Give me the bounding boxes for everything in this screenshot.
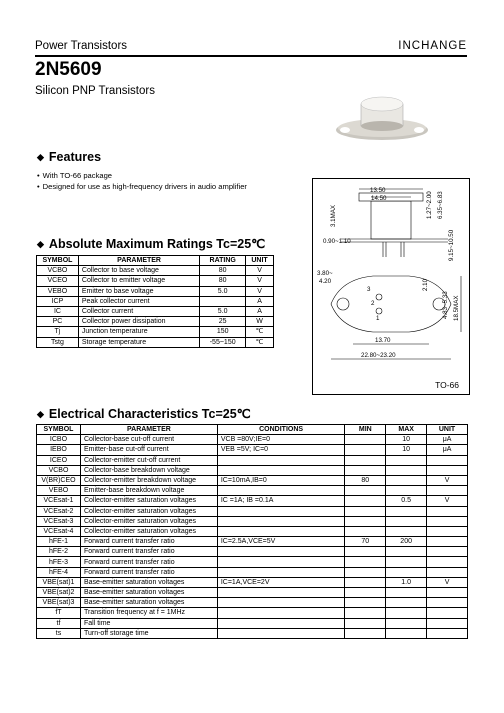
- table-cell: [345, 557, 386, 567]
- diamond-bullet-icon: ◆: [37, 239, 44, 249]
- table-cell: VBE(sat)3: [37, 598, 81, 608]
- table-cell: 200: [386, 537, 427, 547]
- table-row: [37, 628, 468, 638]
- table-cell: [217, 465, 345, 475]
- table-row: [37, 317, 274, 327]
- table-cell: tf: [37, 618, 81, 628]
- table-cell: [345, 608, 386, 618]
- table-cell: Tstg: [37, 337, 79, 347]
- table-cell: [345, 567, 386, 577]
- table-cell: [427, 465, 468, 475]
- table-cell: V: [246, 286, 274, 296]
- table-cell: V(BR)CEO: [37, 475, 81, 485]
- table-cell: Collector-emitter breakdown voltage: [80, 475, 217, 485]
- table-cell: [345, 547, 386, 557]
- table-cell: VEB =5V; IC=0: [217, 445, 345, 455]
- table-cell: V: [427, 577, 468, 587]
- table-cell: Turn-off storage time: [80, 628, 217, 638]
- table-cell: [345, 506, 386, 516]
- table-cell: [217, 618, 345, 628]
- table-cell: [427, 537, 468, 547]
- table-cell: VCEsat-2: [37, 506, 81, 516]
- table-cell: IC: [37, 306, 79, 316]
- table-cell: hFE-2: [37, 547, 81, 557]
- table-row: [37, 266, 274, 276]
- table-cell: [217, 516, 345, 526]
- table-cell: [345, 455, 386, 465]
- table-cell: Collector-emitter saturation voltages: [80, 506, 217, 516]
- column-header: CONDITIONS: [217, 425, 345, 435]
- list-item: • With TO-66 package: [37, 170, 247, 181]
- dim-1-27-2-00: 1.27~2.00: [426, 191, 433, 219]
- table-cell: [427, 547, 468, 557]
- abs-max-heading: [37, 236, 265, 251]
- table-cell: [345, 598, 386, 608]
- table-cell: VCEsat-4: [37, 526, 81, 536]
- table-cell: μA: [427, 435, 468, 445]
- table-cell: Collector-base breakdown voltage: [80, 465, 217, 475]
- table-cell: [427, 455, 468, 465]
- table-cell: [345, 445, 386, 455]
- table-cell: V: [246, 266, 274, 276]
- header-divider: [35, 55, 467, 57]
- table-cell: [427, 486, 468, 496]
- table-cell: V: [427, 496, 468, 506]
- table-cell: 5.0: [200, 306, 246, 316]
- package-body: [371, 201, 411, 239]
- table-cell: [217, 608, 345, 618]
- column-header: RATING: [200, 256, 246, 266]
- table-cell: VCBO: [37, 266, 79, 276]
- table-cell: [345, 516, 386, 526]
- table-cell: [217, 547, 345, 557]
- table-cell: Emitter to base voltage: [78, 286, 199, 296]
- dim-4-83-5-33: 4.83~5.33: [442, 291, 449, 319]
- table-cell: 70: [345, 537, 386, 547]
- table-cell: Base-emitter saturation voltages: [80, 588, 217, 598]
- table-cell: PC: [37, 317, 79, 327]
- table-cell: Storage temperature: [78, 337, 199, 347]
- table-cell: [345, 496, 386, 506]
- table-row: [37, 486, 468, 496]
- table-cell: [217, 628, 345, 638]
- table-row: [37, 276, 274, 286]
- table-cell: [386, 506, 427, 516]
- table-row: [37, 618, 468, 628]
- table-cell: [217, 598, 345, 608]
- table-cell: [386, 618, 427, 628]
- table-cell: VEBO: [37, 286, 79, 296]
- table-cell: [427, 567, 468, 577]
- table-cell: [386, 475, 427, 485]
- table-cell: VEBO: [37, 486, 81, 496]
- list-item: • Designed for use as high-frequency drivers in audio amplifier: [37, 181, 247, 192]
- header-category: Power Transistors: [35, 40, 128, 52]
- column-header: PARAMETER: [78, 256, 199, 266]
- elec-title: Electrical Characteristics Tc=25℃: [48, 407, 251, 421]
- table-cell: [200, 296, 246, 306]
- table-row: [37, 577, 468, 587]
- table-cell: IC =1A; IB =0.1A: [217, 496, 345, 506]
- table-cell: 0.5: [386, 496, 427, 506]
- table-cell: [427, 628, 468, 638]
- elec-table: [36, 424, 468, 639]
- table-row: [37, 567, 468, 577]
- table-cell: [217, 486, 345, 496]
- abs-max-title: Absolute Maximum Ratings Tc=25℃: [48, 237, 266, 251]
- table-cell: [386, 547, 427, 557]
- column-header: MAX: [386, 425, 427, 435]
- table-cell: -55~150: [200, 337, 246, 347]
- dim-4-20: 4.20: [319, 278, 332, 285]
- table-cell: ICEO: [37, 455, 81, 465]
- table-cell: [345, 577, 386, 587]
- table-cell: Forward current transfer ratio: [80, 557, 217, 567]
- table-cell: [217, 588, 345, 598]
- dim-9-15-10-50: 9.15~10.50: [448, 229, 455, 261]
- table-row: [37, 547, 468, 557]
- table-cell: hFE-4: [37, 567, 81, 577]
- table-cell: Collector-base cut-off current: [80, 435, 217, 445]
- table-cell: [217, 455, 345, 465]
- table-cell: [386, 526, 427, 536]
- table-row: [37, 475, 468, 485]
- table-cell: Collector-emitter cut-off current: [80, 455, 217, 465]
- table-cell: [427, 618, 468, 628]
- table-row: [37, 557, 468, 567]
- table-cell: [386, 455, 427, 465]
- table-cell: 150: [200, 327, 246, 337]
- table-cell: hFE-1: [37, 537, 81, 547]
- table-cell: [427, 598, 468, 608]
- table-cell: W: [246, 317, 274, 327]
- dim-3-80: 3.80~: [317, 270, 333, 277]
- table-cell: fT: [37, 608, 81, 618]
- table-cell: Tj: [37, 327, 79, 337]
- table-row: [37, 496, 468, 506]
- table-row: [37, 327, 274, 337]
- table-cell: ℃: [246, 327, 274, 337]
- header-brand: INCHANGE: [398, 40, 467, 52]
- table-cell: Collector-emitter saturation voltages: [80, 526, 217, 536]
- table-cell: VCEO: [37, 276, 79, 286]
- table-row: [37, 537, 468, 547]
- table-cell: μA: [427, 445, 468, 455]
- dim-6-35-6-83: 6.35~6.83: [437, 191, 444, 219]
- table-header-row: [37, 425, 468, 435]
- diamond-bullet-icon: ◆: [37, 409, 44, 419]
- features-heading: [37, 150, 101, 164]
- table-cell: [427, 506, 468, 516]
- table-cell: 10: [386, 445, 427, 455]
- table-cell: ICP: [37, 296, 79, 306]
- table-cell: [386, 628, 427, 638]
- table-cell: VCBO: [37, 465, 81, 475]
- table-cell: hFE-3: [37, 557, 81, 567]
- table-cell: [386, 598, 427, 608]
- table-cell: Emitter-base breakdown voltage: [80, 486, 217, 496]
- table-cell: Collector to emitter voltage: [78, 276, 199, 286]
- table-row: [37, 337, 274, 347]
- pin-1-label: 1: [376, 315, 380, 322]
- table-row: [37, 455, 468, 465]
- table-row: [37, 435, 468, 445]
- table-cell: IC=2.5A,VCE=5V: [217, 537, 345, 547]
- table-row: [37, 296, 274, 306]
- table-row: [37, 598, 468, 608]
- table-cell: Base-emitter saturation voltages: [80, 577, 217, 587]
- pin-2-label: 2: [371, 300, 375, 307]
- dim-14-50: 14.50: [371, 195, 387, 202]
- table-cell: [345, 526, 386, 536]
- table-cell: 25: [200, 317, 246, 327]
- table-cell: [386, 608, 427, 618]
- column-header: SYMBOL: [37, 425, 81, 435]
- dim-13-70: 13.70: [375, 337, 391, 344]
- column-header: UNIT: [427, 425, 468, 435]
- table-cell: A: [246, 296, 274, 306]
- table-cell: ts: [37, 628, 81, 638]
- transistor-photo: [335, 90, 430, 145]
- table-cell: ICBO: [37, 435, 81, 445]
- table-cell: Forward current transfer ratio: [80, 547, 217, 557]
- table-row: [37, 516, 468, 526]
- table-cell: Forward current transfer ratio: [80, 537, 217, 547]
- table-cell: Junction temperature: [78, 327, 199, 337]
- table-cell: [386, 486, 427, 496]
- table-cell: [217, 506, 345, 516]
- table-cell: [345, 486, 386, 496]
- table-cell: [345, 618, 386, 628]
- table-cell: VBE(sat)1: [37, 577, 81, 587]
- part-subtitle: Silicon PNP Transistors: [35, 85, 155, 97]
- dim-0-90-1-10: 0.90~1.10: [323, 238, 351, 245]
- diamond-bullet-icon: ◆: [37, 152, 44, 162]
- table-cell: VCEsat-1: [37, 496, 81, 506]
- table-cell: IEBO: [37, 445, 81, 455]
- table-cell: IC=1A,VCE=2V: [217, 577, 345, 587]
- table-cell: [386, 588, 427, 598]
- table-cell: [427, 526, 468, 536]
- table-row: [37, 608, 468, 618]
- table-cell: A: [246, 306, 274, 316]
- table-cell: VBE(sat)2: [37, 588, 81, 598]
- table-cell: 80: [200, 266, 246, 276]
- table-cell: [386, 516, 427, 526]
- table-cell: Collector to base voltage: [78, 266, 199, 276]
- column-header: UNIT: [246, 256, 274, 266]
- table-cell: Transition frequency at f = 1MHz: [80, 608, 217, 618]
- table-cell: [217, 567, 345, 577]
- part-number: 2N5609: [35, 59, 102, 80]
- package-label: TO-66: [435, 380, 459, 390]
- pin-3-label: 3: [367, 286, 371, 293]
- table-cell: VCEsat-3: [37, 516, 81, 526]
- features-list: [37, 170, 247, 192]
- column-header: MIN: [345, 425, 386, 435]
- table-cell: Forward current transfer ratio: [80, 567, 217, 577]
- table-cell: Collector current: [78, 306, 199, 316]
- dim-18-5max: 18.5MAX: [453, 295, 460, 321]
- table-row: [37, 588, 468, 598]
- table-cell: ℃: [246, 337, 274, 347]
- dim-22-80-23-20: 22.80~23.20: [361, 352, 396, 359]
- table-cell: 10: [386, 435, 427, 445]
- table-header-row: [37, 256, 274, 266]
- table-cell: [386, 557, 427, 567]
- table-cell: VCB =80V;IE=0: [217, 435, 345, 445]
- table-cell: [345, 465, 386, 475]
- dim-3-1max: 3.1MAX: [330, 204, 337, 227]
- package-drawing: [312, 178, 470, 395]
- table-cell: 1.0: [386, 577, 427, 587]
- table-cell: Base-emitter saturation voltages: [80, 598, 217, 608]
- column-header: PARAMETER: [80, 425, 217, 435]
- table-row: [37, 306, 274, 316]
- table-cell: [217, 557, 345, 567]
- table-cell: 80: [200, 276, 246, 286]
- dim-2-10: 2.10: [422, 278, 429, 291]
- table-cell: [427, 516, 468, 526]
- table-cell: [345, 588, 386, 598]
- table-cell: [427, 557, 468, 567]
- table-cell: Collector power dissipation: [78, 317, 199, 327]
- table-row: [37, 445, 468, 455]
- table-cell: [386, 465, 427, 475]
- table-cell: Peak collector current: [78, 296, 199, 306]
- table-cell: [386, 567, 427, 577]
- table-cell: [345, 628, 386, 638]
- table-cell: Collector-emitter saturation voltages: [80, 516, 217, 526]
- table-cell: Fall time: [80, 618, 217, 628]
- abs-max-table: [36, 255, 274, 348]
- column-header: SYMBOL: [37, 256, 79, 266]
- table-cell: [427, 588, 468, 598]
- table-cell: V: [427, 475, 468, 485]
- table-cell: IC=10mA,IB=0: [217, 475, 345, 485]
- table-cell: 80: [345, 475, 386, 485]
- elec-heading: [37, 406, 251, 421]
- table-row: [37, 506, 468, 516]
- table-cell: [217, 526, 345, 536]
- table-cell: Emitter-base cut-off current: [80, 445, 217, 455]
- dim-13-50: 13.50: [370, 187, 386, 194]
- table-row: [37, 286, 274, 296]
- table-row: [37, 465, 468, 475]
- table-cell: [345, 435, 386, 445]
- table-cell: Collector-emitter saturation voltages: [80, 496, 217, 506]
- features-title: Features: [48, 150, 102, 164]
- table-cell: 5.0: [200, 286, 246, 296]
- table-row: [37, 526, 468, 536]
- table-cell: V: [246, 276, 274, 286]
- table-cell: [427, 608, 468, 618]
